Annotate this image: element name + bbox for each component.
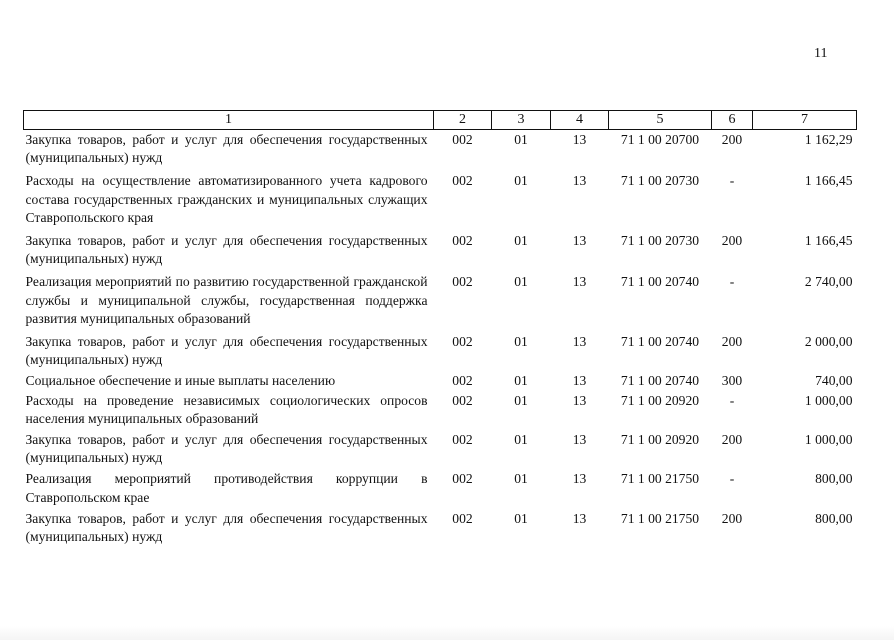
column-header-6: 6 <box>712 111 753 130</box>
row-expense-type: 200 <box>721 132 743 147</box>
row-section: 01 <box>514 373 528 389</box>
row-section: 01 <box>514 132 528 147</box>
table-row <box>24 130 857 172</box>
column-header-5: 5 <box>609 111 712 130</box>
row-subsection: 13 <box>572 274 587 290</box>
row-ministry: 002 <box>452 173 473 189</box>
table-row <box>24 171 857 231</box>
column-header-2: 2 <box>434 111 492 130</box>
row-target: 71 1 00 20700 <box>620 132 700 147</box>
row-amount: 2 000,00 <box>804 334 853 350</box>
row-amount: 2 740,00 <box>804 274 853 290</box>
table-row <box>24 272 857 332</box>
row-ministry: 002 <box>452 274 473 290</box>
table-row <box>24 391 857 430</box>
row-amount: 800,00 <box>815 471 853 487</box>
row-subsection: 13 <box>572 233 587 249</box>
row-expense-type: - <box>729 392 735 408</box>
row-name: Расходы на проведение независимых социологических опросов населения муниципальных образований <box>25 392 428 426</box>
budget-table <box>23 110 857 546</box>
page-number: 11 <box>814 46 828 61</box>
row-section: 01 <box>514 233 528 249</box>
row-expense-type: - <box>729 274 735 290</box>
row-section: 01 <box>514 392 528 408</box>
row-ministry: 002 <box>452 132 473 147</box>
row-section: 01 <box>514 432 528 448</box>
row-section: 01 <box>514 471 528 487</box>
row-name: Закупка товаров, работ и услуг для обеспечения государственных (муниципальных) нужд <box>25 132 428 166</box>
table-row <box>24 231 857 272</box>
table-row <box>24 469 857 508</box>
row-name: Закупка товаров, работ и услуг для обеспечения государственных (муниципальных) нужд <box>25 334 428 368</box>
row-amount: 800,00 <box>815 510 853 526</box>
row-subsection: 13 <box>572 510 587 526</box>
table-row <box>24 371 857 390</box>
row-amount: 1 000,00 <box>804 432 853 448</box>
table-row <box>24 430 857 469</box>
column-header-3: 3 <box>492 111 551 130</box>
row-name: Расходы на осуществление автоматизированного учета кадрового состава государственных гражданских и муниципальных служащих Ставропольского края <box>25 173 428 225</box>
row-expense-type: 300 <box>721 373 743 389</box>
row-ministry: 002 <box>452 334 473 350</box>
row-expense-type: 200 <box>721 233 743 249</box>
column-header-7: 7 <box>753 111 857 130</box>
column-header-1: 1 <box>24 111 434 130</box>
row-ministry: 002 <box>452 373 473 389</box>
row-ministry: 002 <box>452 471 473 487</box>
row-target: 71 1 00 20920 <box>620 432 700 448</box>
row-target: 71 1 00 21750 <box>620 510 700 526</box>
row-expense-type: 200 <box>721 334 743 350</box>
row-name: Реализация мероприятий противодействия коррупции в Ставропольском крае <box>25 471 428 505</box>
row-amount: 1 166,45 <box>804 233 853 249</box>
header-row <box>24 111 857 130</box>
row-target: 71 1 00 20740 <box>620 274 700 290</box>
row-section: 01 <box>514 173 528 189</box>
row-section: 01 <box>514 510 528 526</box>
row-ministry: 002 <box>452 510 473 526</box>
row-ministry: 002 <box>452 233 473 249</box>
row-subsection: 13 <box>572 132 587 147</box>
row-expense-type: - <box>729 471 735 487</box>
row-name: Реализация мероприятий по развитию государственной гражданской службы и муниципальной службы, государственная поддержка развития муниципальных образований <box>25 274 428 326</box>
row-target: 71 1 00 20740 <box>620 373 700 389</box>
row-expense-type: 200 <box>721 432 743 448</box>
row-target: 71 1 00 20730 <box>620 173 700 189</box>
row-ministry: 002 <box>452 392 473 408</box>
row-subsection: 13 <box>572 471 587 487</box>
row-subsection: 13 <box>572 173 587 189</box>
row-name: Социальное обеспечение и иные выплаты населению <box>25 373 336 389</box>
row-expense-type: - <box>729 173 735 189</box>
row-amount: 1 000,00 <box>804 392 853 408</box>
row-amount: 740,00 <box>815 373 853 389</box>
row-name: Закупка товаров, работ и услуг для обеспечения государственных (муниципальных) нужд <box>25 233 428 267</box>
row-section: 01 <box>514 274 528 290</box>
row-expense-type: 200 <box>721 510 743 526</box>
row-name: Закупка товаров, работ и услуг для обеспечения государственных (муниципальных) нужд <box>25 510 428 545</box>
row-target: 71 1 00 20740 <box>620 334 700 350</box>
row-subsection: 13 <box>572 373 587 389</box>
scan-edge-shading <box>0 626 894 640</box>
row-target: 71 1 00 20920 <box>620 392 700 408</box>
row-name: Закупка товаров, работ и услуг для обеспечения государственных (муниципальных) нужд <box>25 432 428 466</box>
row-section: 01 <box>514 334 528 350</box>
row-target: 71 1 00 21750 <box>620 471 700 487</box>
row-target: 71 1 00 20730 <box>620 233 700 249</box>
row-subsection: 13 <box>572 334 587 350</box>
column-header-4: 4 <box>551 111 609 130</box>
table-row <box>24 509 857 546</box>
table-row <box>24 332 857 371</box>
row-amount: 1 162,29 <box>804 132 853 147</box>
row-subsection: 13 <box>572 432 587 448</box>
row-amount: 1 166,45 <box>804 173 853 189</box>
row-ministry: 002 <box>452 432 473 448</box>
row-subsection: 13 <box>572 392 587 408</box>
